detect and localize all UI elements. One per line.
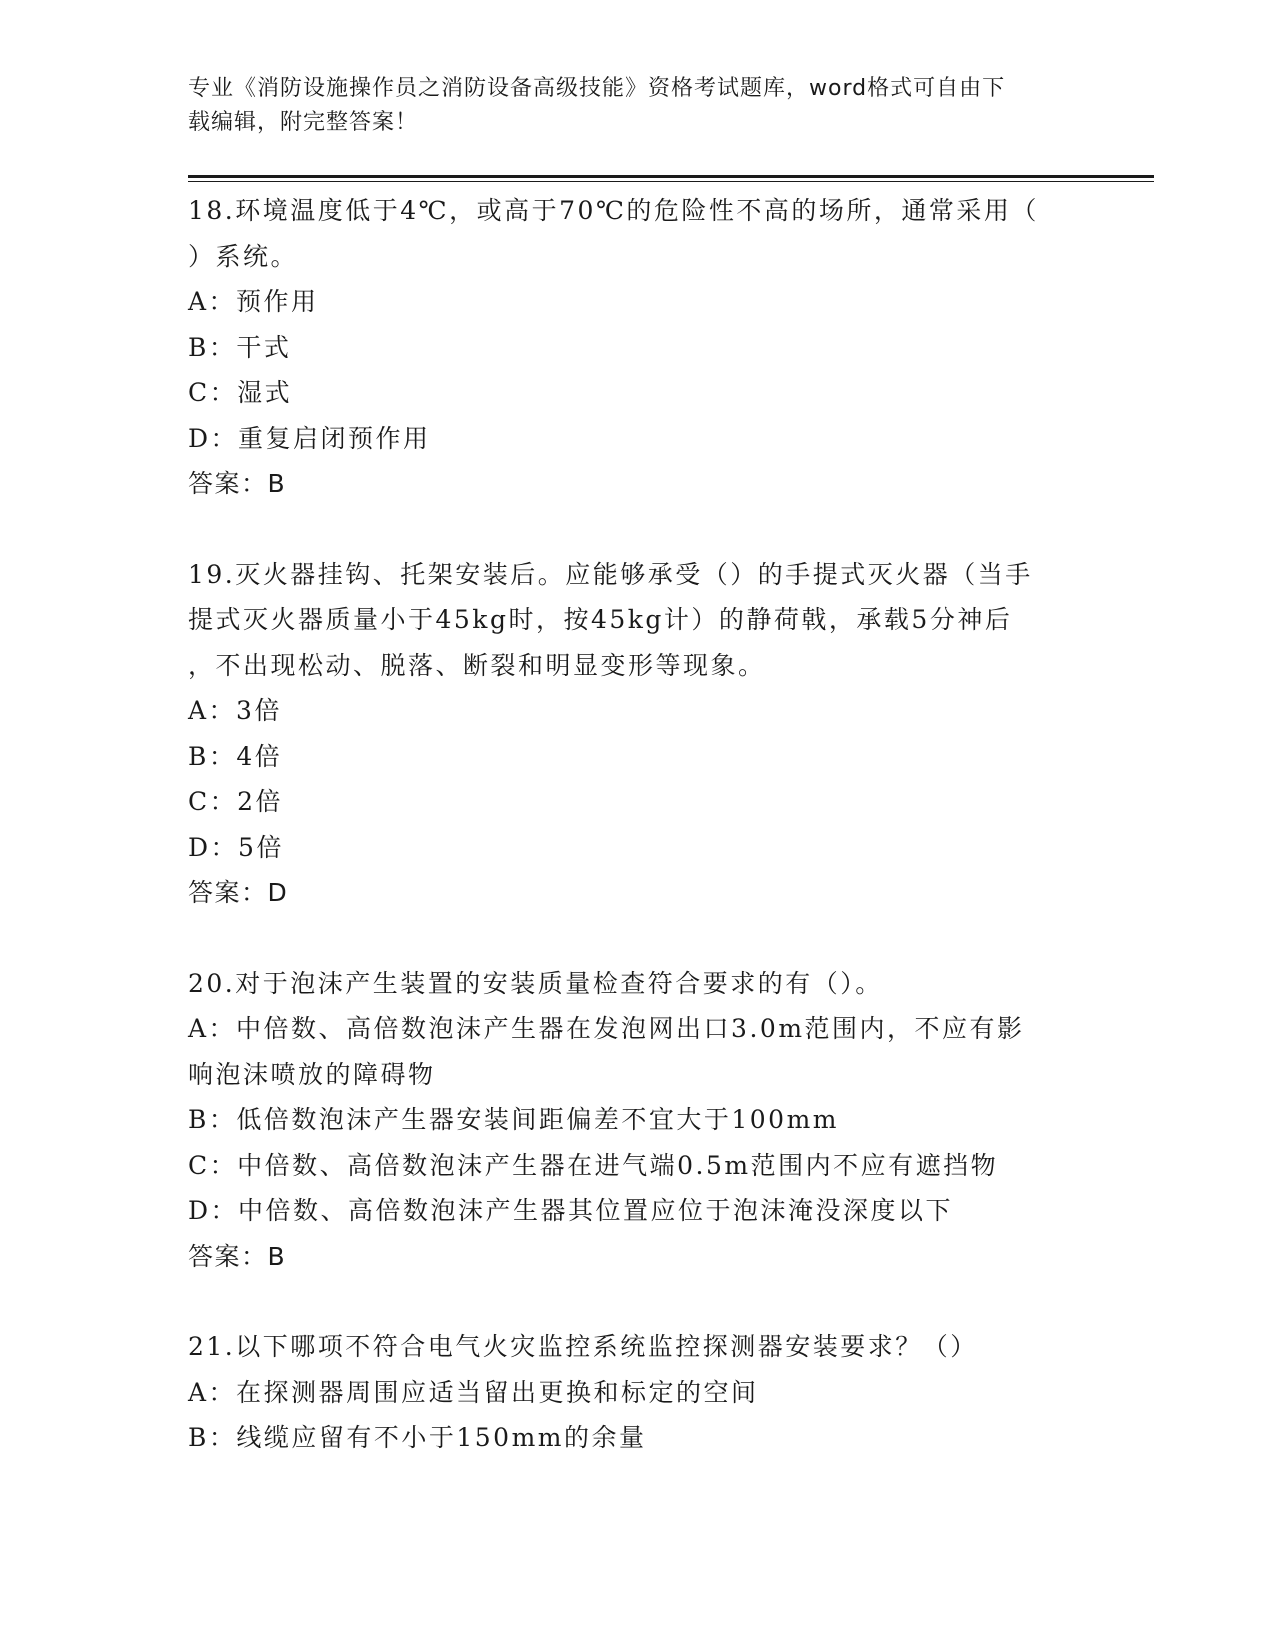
answer-line: 答案：B — [188, 469, 287, 498]
question-stem-line: 18.环境温度低于4℃，或高于70℃的危险性不高的场所，通常采用（ — [188, 196, 1039, 225]
option-b: B：4倍 — [188, 741, 283, 771]
question-stem-line: ）系统。 — [188, 241, 299, 271]
header-rule-thick — [188, 175, 1154, 178]
answer-line: 答案：B — [188, 1241, 287, 1271]
option-d: D：中倍数、高倍数泡沫产生器其位置应位于泡沫淹没深度以下 — [188, 1196, 954, 1225]
question-stem-line: 20.对于泡沫产生装置的安装质量检查符合要求的有（）。 — [188, 968, 883, 998]
question-stem-line: 提式灭火器质量小于45kg时，按45kg计）的静荷戟，承载5分神后 — [188, 605, 1013, 634]
option-a: A：3倍 — [188, 696, 282, 725]
option-a-continued: 响泡沫喷放的障碍物 — [188, 1059, 436, 1089]
option-d: D：重复启闭预作用 — [188, 423, 431, 453]
option-c: C：中倍数、高倍数泡沫产生器在进气端0.5m范围内不应有遮挡物 — [188, 1150, 999, 1180]
option-b: B：线缆应留有不小于150mm的余量 — [188, 1423, 647, 1452]
question-stem-line: 21.以下哪项不符合电气火灾监控系统监控探测器安装要求？（） — [188, 1332, 978, 1361]
option-c: C：湿式 — [188, 378, 293, 407]
document-header — [188, 72, 1068, 140]
question-19 — [188, 552, 1088, 916]
question-21 — [188, 1324, 1088, 1461]
answer-line: 答案：D — [188, 878, 289, 907]
option-d: D：5倍 — [188, 832, 284, 862]
header-rule-thin — [188, 181, 1154, 182]
option-b: B：低倍数泡沫产生器安装间距偏差不宜大于100mm — [188, 1105, 840, 1134]
question-list — [188, 188, 1088, 1506]
option-c: C：2倍 — [188, 787, 284, 816]
header-line-2: 载编辑，附完整答案！ — [188, 110, 419, 135]
question-stem-line: 19.灭火器挂钩、托架安装后。应能够承受（）的手提式灭火器（当手 — [188, 559, 1033, 589]
question-18 — [188, 188, 1088, 507]
question-stem-line: ，不出现松动、脱落、断裂和明显变形等现象。 — [188, 650, 766, 680]
option-a: A：中倍数、高倍数泡沫产生器在发泡网出口3.0m范围内，不应有影 — [188, 1014, 1025, 1043]
question-20 — [188, 961, 1088, 1280]
option-a: A：预作用 — [188, 287, 319, 316]
option-b: B：干式 — [188, 332, 292, 362]
option-a: A：在探测器周围应适当留出更换和标定的空间 — [188, 1377, 759, 1407]
header-line-1: 专业《消防设施操作员之消防设备高级技能》资格考试题库，word格式可自由下 — [188, 76, 1006, 101]
